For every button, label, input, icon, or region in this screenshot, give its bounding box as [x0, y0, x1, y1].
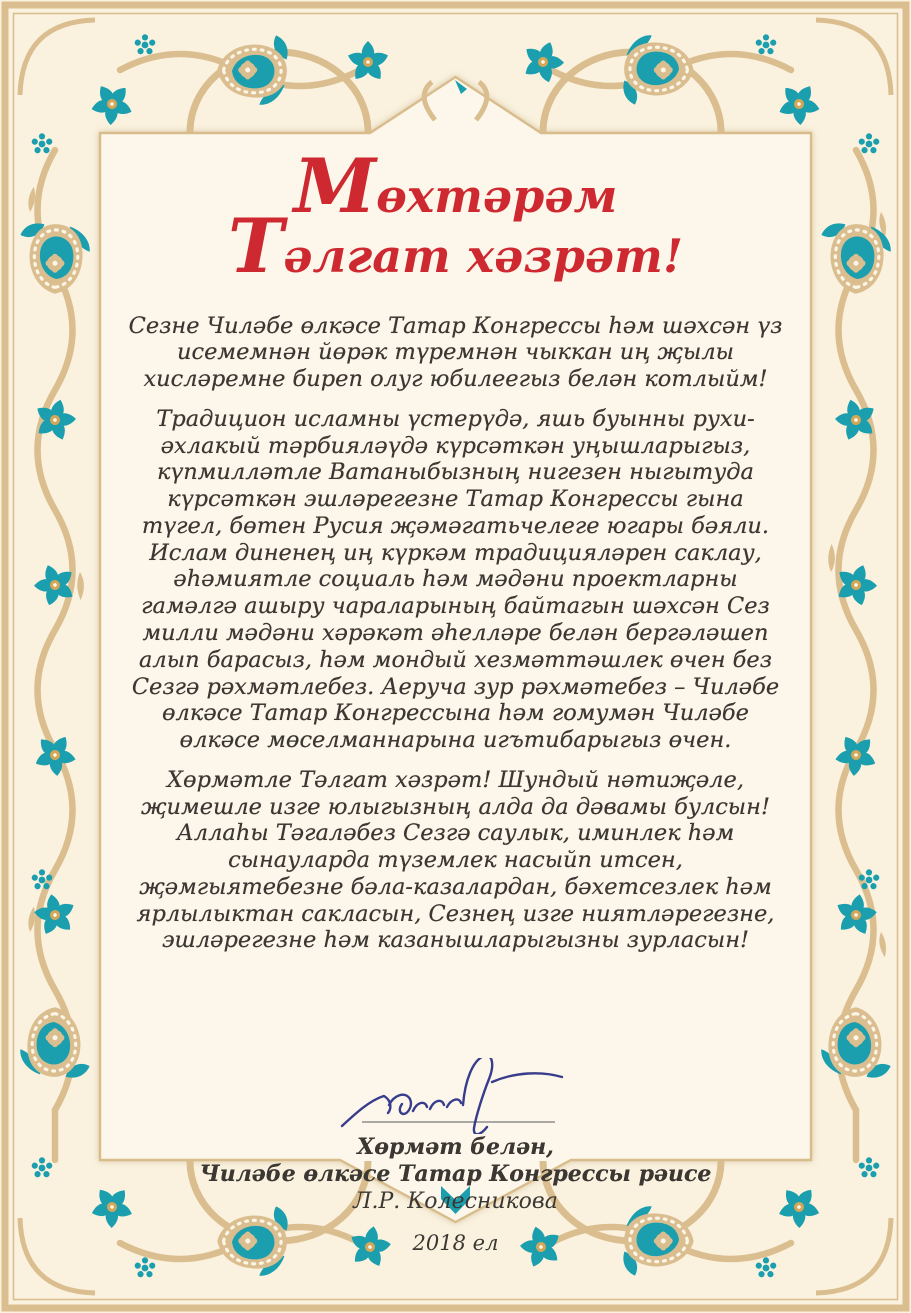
paragraph-main: Традицион исламны үстерүдә, яшь буынны рухи-әхлакый тәрбияләүдә күрсәткән уңышларыгыз, күпмилләтле Ватаныбызның нигезен ныгытуда күрсәткән эшләрегезне Татар Конгрессы гына түгел, бөтен Русия җәмәгатьчелеге югары бәяли. Ислам диненең иң күркәм традицияләрен саклау, әһәмиятле социаль һәм мәдәни проектларны гамәлгә ашыру чараларының байтагын шәхсән Сез милли мәдәни хәрәкәт әһелләре белән бергәләшеп алып барасыз, һәм мондый хезмәттәшлек өчен без Сезгә рәхмәтлебез. Аеруча зур рәхмәтебез – Чиләбе өлкәсе Татар Конгрессына һәм гомумән Чиләбе өлкәсе мөселманнарына игътибарыгыз өчен.	[131, 405, 780, 754]
paragraph-wishes: Хөрмәтле Тәлгат хәзрәт! Шундый нәтиҗәле, җимешле изге юлыгызның алда да дәвамы булсын! Аллаһы Тәгаләбез Сезгә саулык, иминлек һәм сынауларда түземлек насыйп итсен, җәмгыятебезне бәла-казалардан, бәхетсезлек һәм ярлылыктан сакласын, Сезнең изге ниятләрегезне, эшләрегезне һәм казанышларыгызны зурласын!	[136, 766, 775, 954]
signature-scrawl-icon	[100, 1058, 811, 1134]
signature-salutation: Хөрмәт белән,	[357, 1134, 554, 1160]
title-line-2: Тәлгат хәзрәт!	[227, 201, 684, 290]
paragraph-greeting: Сезне Чиләбе өлкәсе Татар Конгрессы һәм шәхсән үз исемемнән йөрәк түремнән чыккан иң җылы хисләремне биреп олуг юбилеегыз белән котлыйм!	[128, 312, 783, 393]
title-line-1: Мөхтәрәм	[293, 142, 618, 230]
letter-content	[100, 133, 811, 1256]
letter-body	[128, 313, 784, 955]
signature-role: Чиләбе өлкәсе Татар Конгрессы рәисе	[199, 1160, 712, 1187]
letter-year: 2018 ел	[412, 1231, 499, 1256]
signature-block	[100, 1058, 811, 1255]
signature-name: Л.Р. Колесникова	[353, 1188, 558, 1214]
letter-title	[100, 142, 811, 290]
